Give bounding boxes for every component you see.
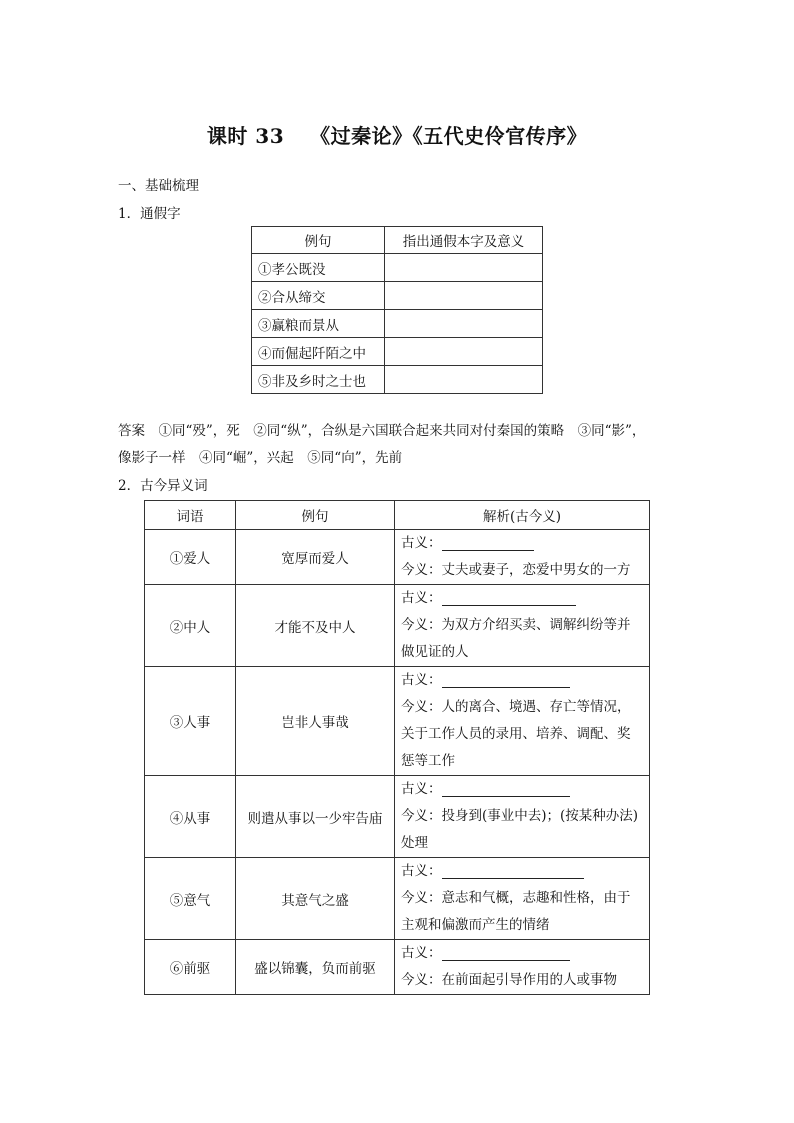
jin-line: 今义：投身到(事业中去)；(按某种办法) xyxy=(401,808,639,824)
fill-blank[interactable] xyxy=(442,673,570,688)
analysis-cell xyxy=(395,530,650,585)
answer-text: ①同“殁”，死 ②同“纵”，合纵是六国联合起来共同对付秦国的策略 ③同“影”， xyxy=(158,423,646,439)
answer-cell xyxy=(385,254,543,282)
word-cell: ②中人 xyxy=(145,585,236,667)
table-cell: ③赢粮而景从 xyxy=(252,310,385,338)
jin-line: 做见证的人 xyxy=(401,644,469,660)
answer-cell xyxy=(385,366,543,394)
fill-blank[interactable] xyxy=(442,591,576,606)
example-cell: 则遣从事以一少牢告庙 xyxy=(236,776,395,858)
word-cell: ⑤意气 xyxy=(145,858,236,940)
section-heading: 一、基础梳理 xyxy=(118,178,199,194)
example-cell: 其意气之盛 xyxy=(236,858,395,940)
word-cell: ①爱人 xyxy=(145,530,236,585)
table-row xyxy=(145,585,650,667)
subheading-tongjiazi: 1．通假字 xyxy=(118,206,181,222)
tongjiazi-table xyxy=(251,226,543,394)
jin-line: 今义：在前面起引导作用的人或事物 xyxy=(401,972,617,988)
subheading-gujinyiyi: 2．古今异义词 xyxy=(118,478,208,494)
jin-line: 处理 xyxy=(401,835,428,851)
jin-line: 今义：意志和气概，志趣和性格，由于 xyxy=(401,890,631,906)
gujinyiyi-table xyxy=(144,500,650,995)
table-header: 词语 xyxy=(145,501,236,530)
page-title: 课时 33 《过秦论》《五代史伶官传序》 xyxy=(206,124,588,148)
example-cell: 岂非人事哉 xyxy=(236,667,395,776)
answer-cell xyxy=(385,282,543,310)
gu-label: 古义： xyxy=(401,781,442,797)
table-row xyxy=(145,776,650,858)
answer-cell xyxy=(385,338,543,366)
answer-label: 答案 xyxy=(118,423,145,439)
jin-line: 今义：为双方介绍买卖、调解纠纷等并 xyxy=(401,617,631,633)
table-cell: ①孝公既没 xyxy=(252,254,385,282)
table-row xyxy=(145,858,650,940)
gu-label: 古义： xyxy=(401,535,442,551)
jin-line: 今义：人的离合、境遇、存亡等情况， xyxy=(401,699,631,715)
example-cell: 宽厚而爱人 xyxy=(236,530,395,585)
fill-blank[interactable] xyxy=(442,782,570,797)
answer-block xyxy=(118,418,688,472)
answer-text-cont: 像影子一样 ④同“崛”，兴起 ⑤同“向”，先前 xyxy=(118,450,403,466)
gu-label: 古义： xyxy=(401,945,442,961)
jin-line: 惩等工作 xyxy=(401,753,455,769)
gu-label: 古义： xyxy=(401,590,442,606)
table-cell: ②合从缔交 xyxy=(252,282,385,310)
analysis-cell xyxy=(395,940,650,995)
word-cell: ⑥前驱 xyxy=(145,940,236,995)
analysis-cell xyxy=(395,858,650,940)
fill-blank[interactable] xyxy=(442,536,534,551)
fill-blank[interactable] xyxy=(442,864,584,879)
table-header: 指出通假本字及意义 xyxy=(385,227,543,254)
word-cell: ④从事 xyxy=(145,776,236,858)
table-header: 解析(古今义) xyxy=(395,501,650,530)
table-row xyxy=(145,940,650,995)
table-cell: ④而倔起阡陌之中 xyxy=(252,338,385,366)
analysis-cell xyxy=(395,667,650,776)
example-cell: 盛以锦囊，负而前驱 xyxy=(236,940,395,995)
answer-cell xyxy=(385,310,543,338)
gu-label: 古义： xyxy=(401,672,442,688)
table-header: 例句 xyxy=(252,227,385,254)
jin-line: 今义：丈夫或妻子，恋爱中男女的一方 xyxy=(401,562,631,578)
gu-label: 古义： xyxy=(401,863,442,879)
table-row xyxy=(145,530,650,585)
fill-blank[interactable] xyxy=(442,946,570,961)
jin-line: 主观和偏激而产生的情绪 xyxy=(401,917,550,933)
table-cell: ⑤非及乡时之士也 xyxy=(252,366,385,394)
jin-line: 关于工作人员的录用、培养、调配、奖 xyxy=(401,726,631,742)
example-cell: 才能不及中人 xyxy=(236,585,395,667)
analysis-cell xyxy=(395,776,650,858)
table-header: 例句 xyxy=(236,501,395,530)
analysis-cell xyxy=(395,585,650,667)
word-cell: ③人事 xyxy=(145,667,236,776)
table-row xyxy=(145,667,650,776)
